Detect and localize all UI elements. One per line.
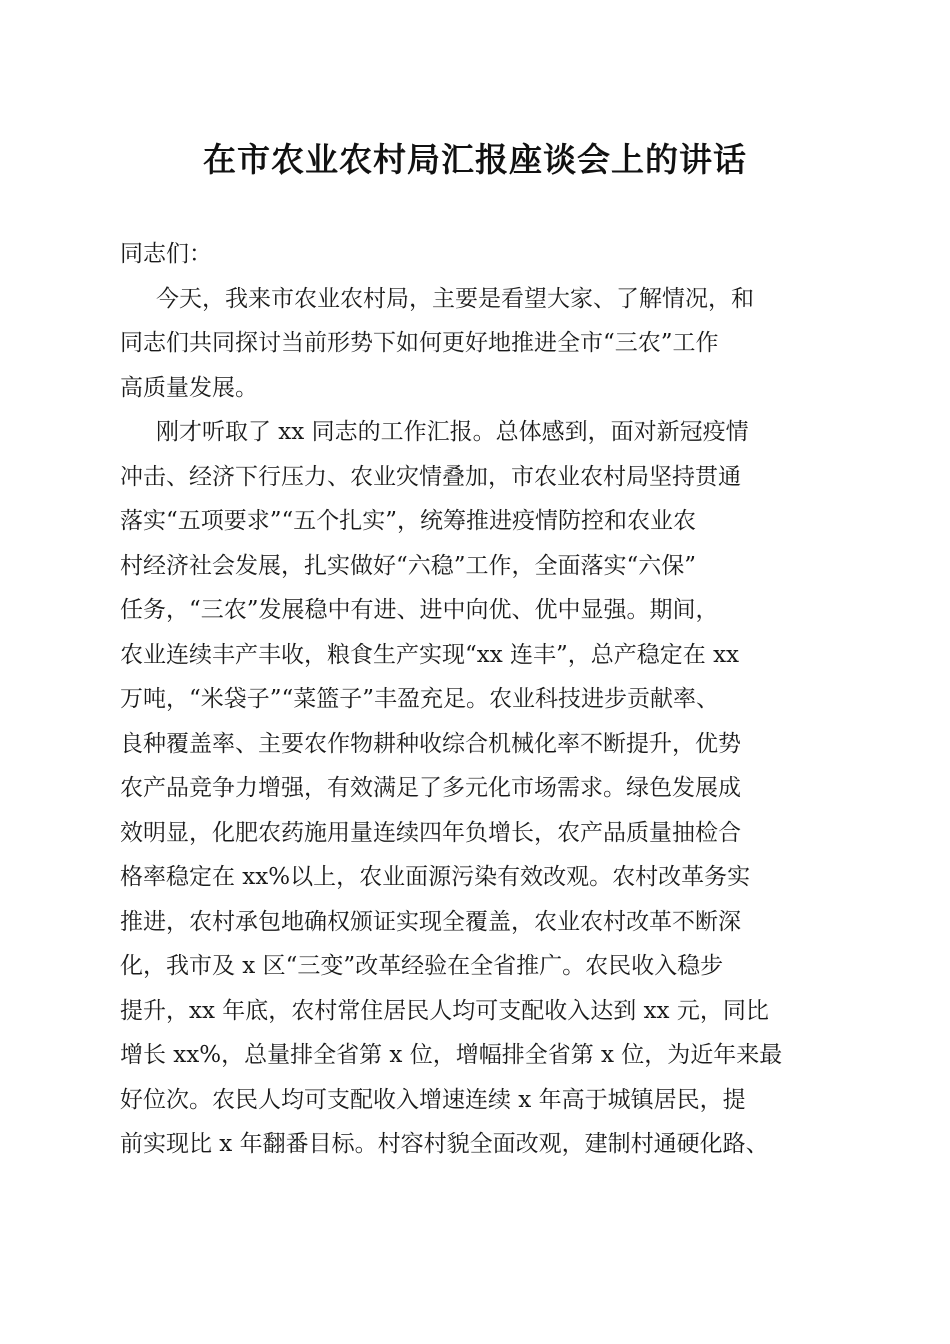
paragraph-2-line-8: 良种覆盖率、主要农作物耕种收综合机械化率不断提升，优势 xyxy=(120,730,741,757)
paragraph-1-line-3: 高质量发展。 xyxy=(120,374,258,401)
paragraph-2-line-6: 农业连续丰产丰收，粮食生产实现“xx 连丰”，总产稳定在 xx xyxy=(120,641,740,668)
paragraph-2-line-15: 增长 xx%，总量排全省第 x 位，增幅排全省第 x 位，为近年来最 xyxy=(120,1042,783,1068)
paragraph-2-line-16: 好位次。农民人均可支配收入增速连续 x 年高于城镇居民，提 xyxy=(120,1086,746,1113)
paragraph-2-line-7: 万吨，“米袋子”“菜篮子”丰盈充足。农业科技进步贡献率、 xyxy=(120,686,720,712)
paragraph-2-line-9: 农产品竞争力增强，有效满足了多元化市场需求。绿色发展成 xyxy=(120,775,741,801)
paragraph-2-line-4: 村经济社会发展，扎实做好“六稳”工作，全面落实“六保” xyxy=(120,552,697,579)
paragraph-2-line-14: 提升，xx 年底，农村常住居民人均可支配收入达到 xx 元，同比 xyxy=(120,997,769,1024)
paragraph-2-line-3: 落实“五项要求”“五个扎实”，统筹推进疫情防控和农业农 xyxy=(120,508,697,534)
document-body xyxy=(120,232,840,1167)
document-title: 在市农业农村局汇报座谈会上的讲话 xyxy=(203,140,747,179)
paragraph-2-line-12: 推进，农村承包地确权颁证实现全覆盖，农业农村改革不断深 xyxy=(120,908,741,935)
paragraph-1-line-2: 同志们共同探讨当前形势下如何更好地推进全市“三农”工作 xyxy=(120,330,719,356)
paragraph-1-line-1: 今天，我来市农业农村局，主要是看望大家、了解情况，和 xyxy=(156,285,754,312)
paragraph-2-line-5: 任务，“三农”发展稳中有进、进中向优、优中显强。期间， xyxy=(120,597,719,623)
salutation: 同志们： xyxy=(120,241,212,267)
paragraph-2-line-10: 效明显，化肥农药施用量连续四年负增长，农产品质量抽检合 xyxy=(120,819,741,846)
paragraph-2-line-2: 冲击、经济下行压力、农业灾情叠加，市农业农村局坚持贯通 xyxy=(120,463,741,490)
paragraph-2-line-11: 格率稳定在 xx%以上，农业面源污染有效改观。农村改革务实 xyxy=(120,864,751,890)
paragraph-2-line-13: 化，我市及 x 区“三变”改革经验在全省推广。农民收入稳步 xyxy=(120,953,724,979)
paragraph-2-line-17: 前实现比 x 年翻番目标。村容村貌全面改观，建制村通硬化路、 xyxy=(120,1131,769,1157)
paragraph-2-line-1: 刚才听取了 xx 同志的工作汇报。总体感到，面对新冠疫情 xyxy=(156,419,749,445)
